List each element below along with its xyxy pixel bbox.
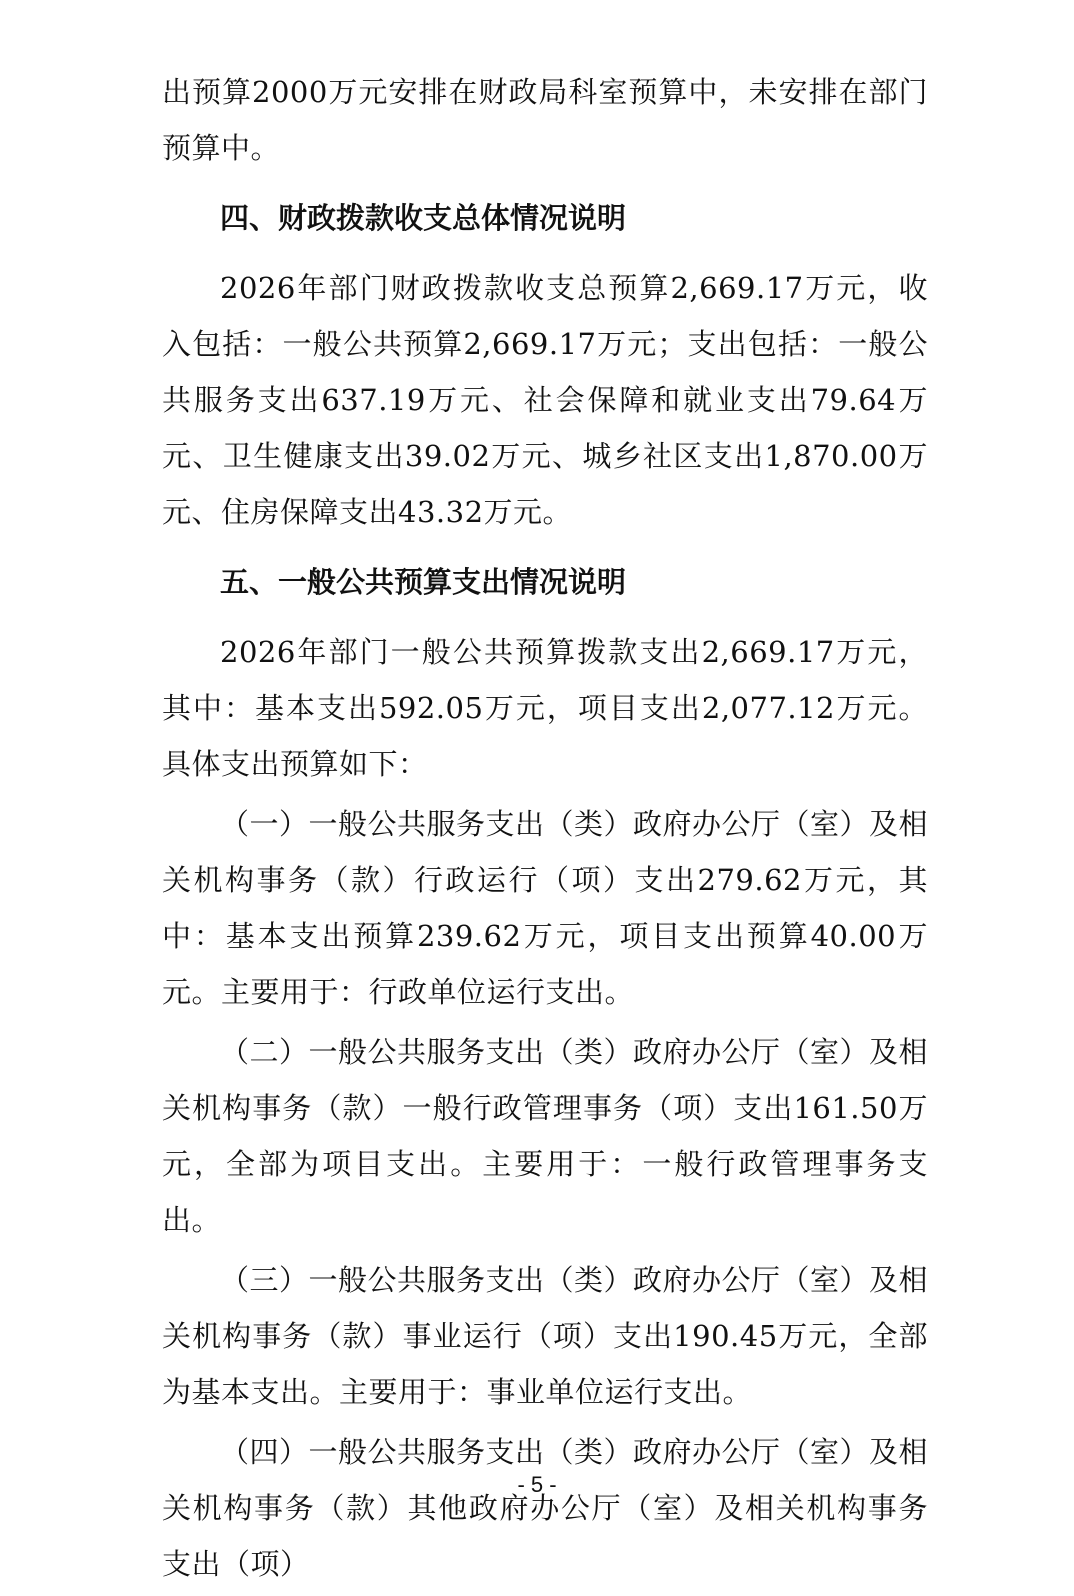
paragraph-continued: 出预算2000万元安排在财政局科室预算中，未安排在部门预算中。 — [162, 75, 928, 165]
page-number: - 5 - — [517, 1472, 557, 1497]
paragraph-general-budget: 2026年部门一般公共预算拨款支出2,669.17万元，其中：基本支出592.05万元，项目支出2,077.12万元。具体支出预算如下： — [162, 635, 928, 781]
paragraph-item-2: （二）一般公共服务支出（类）政府办公厅（室）及相关机构事务（款）一般行政管理事务（项）支出161.50万元，全部为项目支出。主要用于：一般行政管理事务支出。 — [162, 1035, 929, 1237]
document-body — [162, 64, 928, 1596]
paragraph-fiscal-summary: 2026年部门财政拨款收支总预算2,669.17万元，收入包括：一般公共预算2,669.17万元；支出包括：一般公共服务支出637.19万元、社会保障和就业支出79.64万元、卫生健康支出39.02万元、城乡社区支出1,870.00万元、住房保障支出43.32万元。 — [162, 271, 928, 529]
paragraph-item-1: （一）一般公共服务支出（类）政府办公厅（室）及相关机构事务（款）行政运行（项）支出279.62万元，其中：基本支出预算239.62万元，项目支出预算40.00万元。主要用于：行政单位运行支出。 — [162, 807, 929, 1009]
paragraph-item-3: （三）一般公共服务支出（类）政府办公厅（室）及相关机构事务（款）事业运行（项）支出190.45万元，全部为基本支出。主要用于：事业单位运行支出。 — [162, 1263, 929, 1409]
section-heading-5: 五、一般公共预算支出情况说明 — [220, 565, 627, 599]
paragraph-item-4: （四）一般公共服务支出（类）政府办公厅（室）及相关机构事务（款）其他政府办公厅（室）及相关机构事务支出（项） — [162, 1435, 929, 1581]
section-heading-4: 四、财政拨款收支总体情况说明 — [220, 201, 627, 235]
